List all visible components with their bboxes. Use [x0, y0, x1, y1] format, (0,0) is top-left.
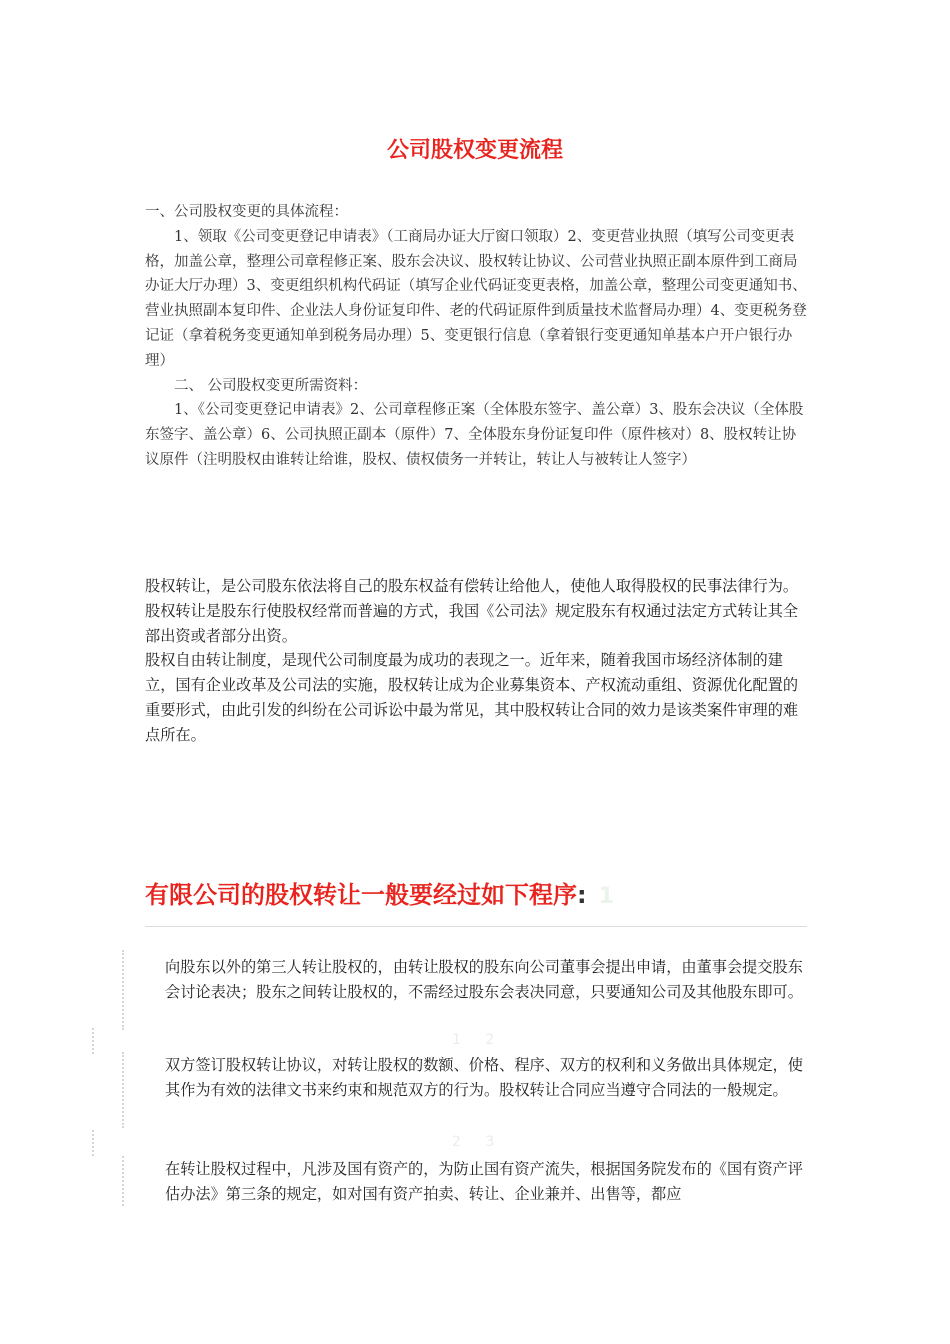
procedure-heading-number: 1 [598, 884, 614, 909]
process-section [145, 200, 810, 473]
process-steps-paragraph: 1、领取《公司变更登记申请表》（工商局办证大厅窗口领取）2、变更营业执照（填写公司变更表格，加盖公章，整理公司章程修正案、股东会决议、股权转让协议、公司营业执照正副本原件到工商局办证大厅办理）3、变更组织机构代码证（填写企业代码证变更表格，加盖公章，整理公司变更通知书、营业执照副本复印件、企业法人身份证复印件、老的代码证原件到质量技术监督局办理）4、变更税务登记证（拿着税务变更通知单到税务局办理）5、变更银行信息（拿着银行变更通知单基本户开户银行办理） [145, 228, 807, 369]
procedure-heading [145, 875, 810, 910]
intro-paragraph-1: 股权转让，是公司股东依法将自己的股东权益有偿转让给他人，使他人取得股权的民事法律行为。 [145, 577, 799, 595]
step-marker-dotted-line [92, 1028, 94, 1054]
procedure-step-1: 向股东以外的第三人转让股权的，由转让股权的股东向公司董事会提出申请，由董事会提交股东会讨论表决；股东之间转让股权的，不需经过股东会表决同意，只要通知公司及其他股东即可。 [165, 958, 803, 1001]
procedure-heading-text: 有限公司的股权转让一般要经过如下程序 [145, 881, 577, 909]
intro-paragraph-3: 股权自由转让制度，是现代公司制度最为成功的表现之一。近年来，随着我国市场经济体制的建立，国有企业改革及公司法的实施，股权转让成为企业募集资本、产权流动重组、资源优化配置的重要形式，由此引发的纠纷在公司诉讼中最为常见，其中股权转让合同的效力是该类案件审理的难点所在。 [145, 651, 799, 744]
step-marker-2-3: 2 3 [452, 1134, 505, 1150]
section-heading-process: 一、公司股权变更的具体流程： [145, 204, 348, 220]
step-marker-1-2: 1 2 [452, 1032, 505, 1048]
step-marker-dotted-line [92, 1130, 94, 1156]
heading-divider [145, 926, 807, 927]
step-2-dotted-line [122, 1052, 124, 1128]
step-3-dotted-line [122, 1156, 124, 1206]
procedure-step-2: 双方签订股权转让协议，对转让股权的数额、价格、程序、双方的权利和义务做出具体规定，使其作为有效的法律文书来约束和规范双方的行为。股权转让合同应当遵守合同法的一般规定。 [165, 1056, 803, 1099]
section-heading-materials: 二、 公司股权变更所需资料： [174, 377, 368, 394]
procedure-step-3: 在转让股权过程中，凡涉及国有资产的，为防止国有资产流失，根据国务院发布的《国有资产评估办法》第三条的规定，如对国有资产拍卖、转让、企业兼并、出售等，都应 [165, 1160, 803, 1203]
step-1-dotted-line [122, 950, 124, 1030]
intro-paragraph-2: 股权转让是股东行使股权经常而普遍的方式，我国《公司法》规定股东有权通过法定方式转让其全部出资或者部分出资。 [145, 601, 799, 645]
equity-transfer-intro [145, 574, 810, 748]
procedure-heading-colon: : [577, 881, 587, 909]
page-title: 公司股权变更流程 [386, 137, 563, 163]
materials-paragraph: 1、《公司变更登记申请表》2、公司章程修正案（全体股东签字、盖公章）3、股东会决议（全体股东签字、盖公章）6、公司执照正副本（原件）7、全体股东身份证复印件（原件核对）8、股权转让协议原件（注明股权由谁转让给谁，股权、债权债务一并转让，转让人与被转让人签字） [145, 402, 804, 468]
